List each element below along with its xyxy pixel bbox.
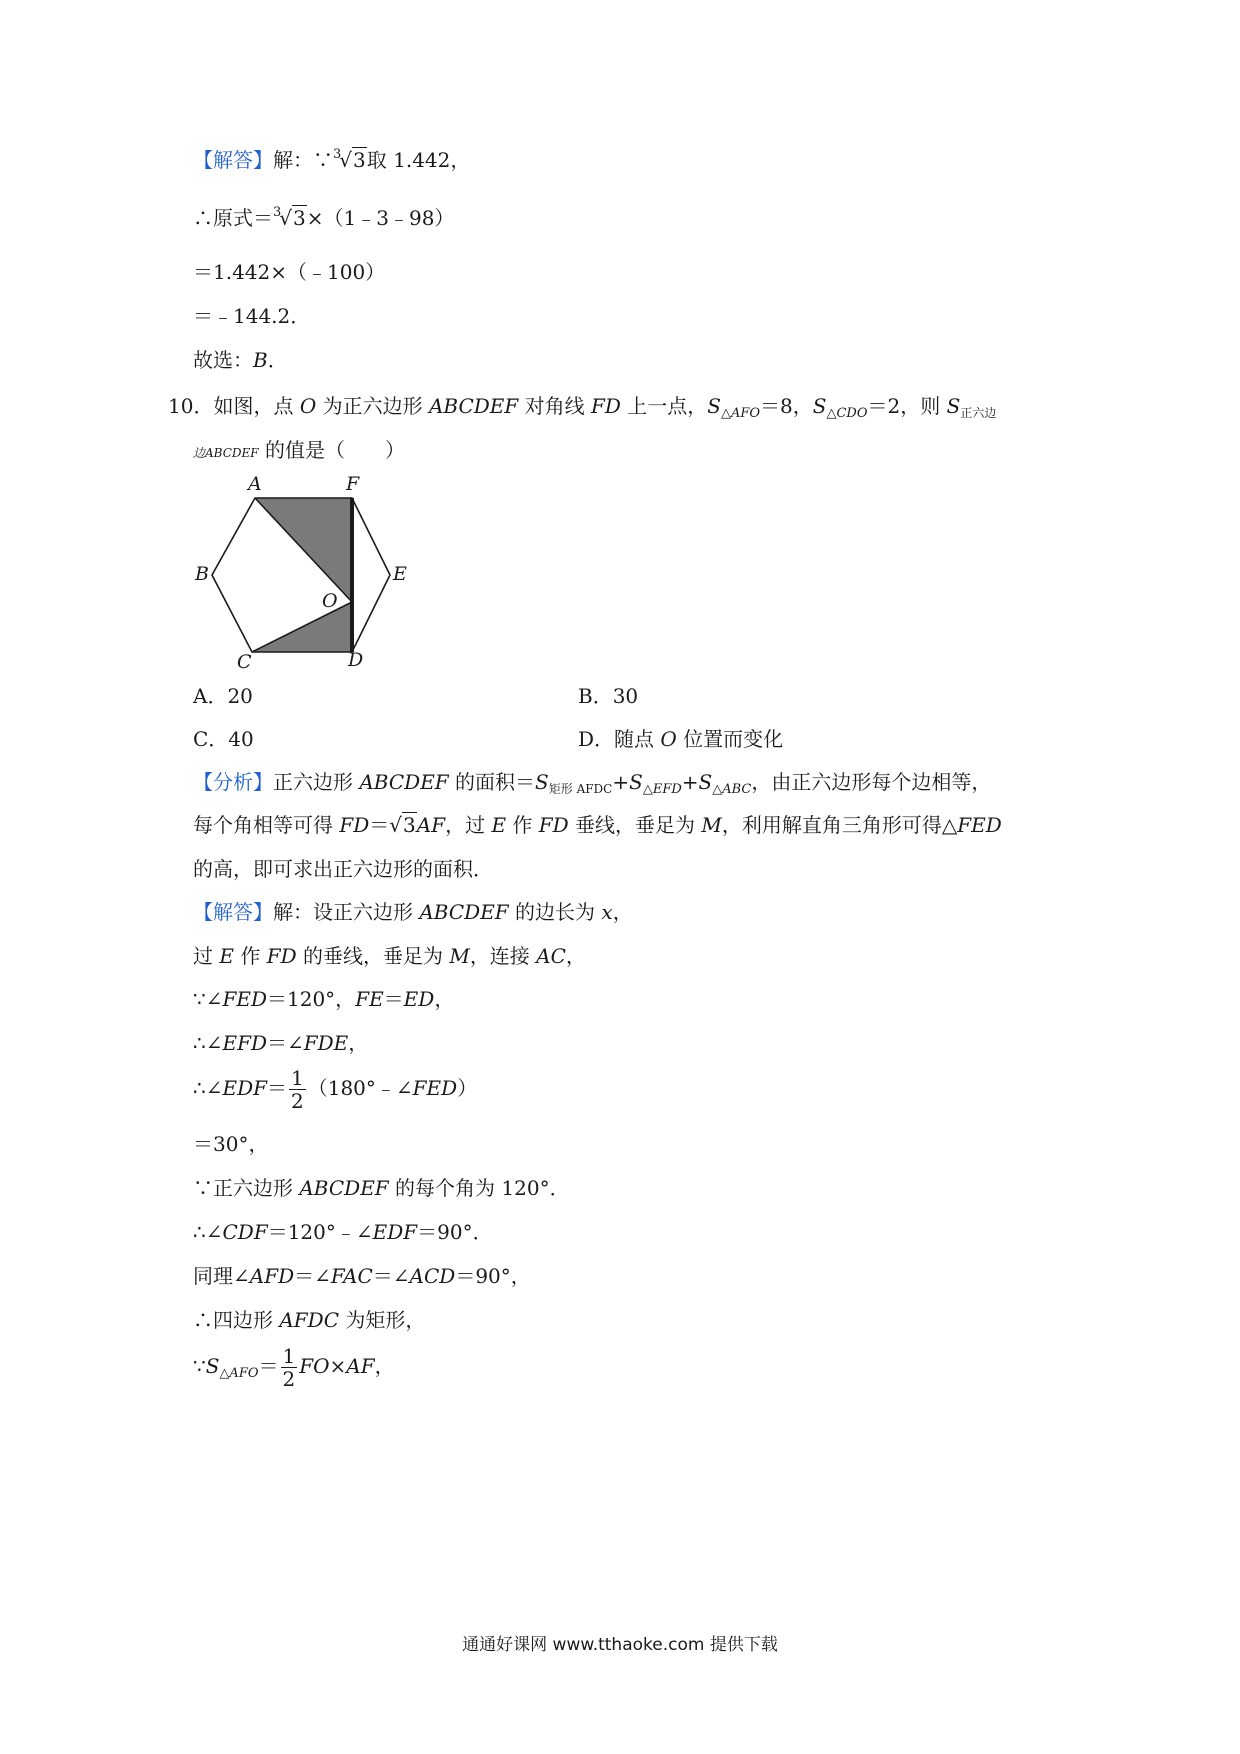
option-d: D．随点 O 位置而变化 (578, 727, 784, 751)
footer-text: 通通好课网 www.tthaoke.com 提供下载 (462, 1635, 778, 1655)
solution2-line-1: 【解答】解：设正六边形 ABCDEF 的边长为 x， (193, 900, 633, 924)
solution2-line-5: ∴∠EDF＝ $\frac{1}{2}$ （180°﹣∠FED） (193, 1066, 478, 1113)
solution2-line-7: ∵正六边形 ABCDEF 的每个角为 120°． (193, 1176, 570, 1200)
label-o: O (322, 590, 338, 612)
label-b: B (195, 563, 209, 585)
label-d: D (348, 649, 364, 671)
question-10-line-1: 10．如图，点 O 为正六边形 ABCDEF 对角线 FD 上一点，$S_{\triangle AFO}=8$，$S_{\triangle CDO}=2$，则 $S_{正六边}$ (168, 394, 997, 421)
analysis-line-3: 的高，即可求出正六边形的面积． (193, 857, 493, 881)
label-c: C (237, 651, 252, 672)
analysis-line-2: 每个角相等可得 FD＝√3AF，过 E 作 FD 垂线，垂足为 M，利用解直角三角形可得△FED (193, 813, 1002, 837)
solution2-line-6: ＝30°， (193, 1132, 269, 1156)
solution2-line-9: 同理∠AFD＝∠FAC＝∠ACD＝90°， (193, 1264, 531, 1288)
fraction-one-half: $\frac{1}{2}$ (282, 1344, 296, 1391)
label-a: A (248, 473, 262, 495)
solution2-line-11: $\because S_{\triangle AFO}=$ $\frac{1}{2}$ FO×AF， (193, 1344, 395, 1391)
option-a: A．20 (193, 684, 253, 708)
solution2-line-10: ∴四边形 AFDC 为矩形， (193, 1308, 426, 1332)
answer-tag: 【解答】 (193, 148, 273, 172)
answer-tag: 【解答】 (193, 900, 273, 924)
hexagon-figure (192, 472, 432, 672)
solution2-line-4: ∴∠EFD＝∠FDE， (193, 1031, 369, 1055)
option-c: C．40 (193, 727, 254, 751)
analysis-line-1: 【分析】正六边形 ABCDEF 的面积$=S_{矩形 AFDC}+S_{\triangle EFD}+S_{\triangle ABC}$，由正六边形每个边相等， (193, 770, 992, 797)
square-root: √3 (389, 813, 416, 837)
solution2-line-3: ∵∠FED＝120°，FE＝ED， (193, 987, 455, 1011)
question-number: 10． (168, 394, 214, 418)
solution2-line-2: 过 E 作 FD 的垂线，垂足为 M，连接 AC， (193, 944, 586, 968)
option-b: B．30 (578, 684, 639, 708)
solution-line-4: ＝﹣144.2． (193, 304, 311, 328)
cube-root: $^3$√3 (333, 147, 366, 172)
cube-root: $^3$√3 (273, 205, 306, 230)
solution-line-5: 故选：B． (193, 348, 288, 372)
analysis-tag: 【分析】 (193, 770, 273, 794)
solution2-line-8: ∴∠CDF＝120°﹣∠EDF＝90°． (193, 1220, 493, 1244)
fraction-one-half: $\frac{1}{2}$ (291, 1066, 304, 1113)
solution-line-1: 【解答】解：∵$^3$√3取 1.442， (193, 146, 470, 178)
label-e: E (393, 563, 407, 585)
solution-line-2: ∴原式＝$^3$√3×（1﹣3﹣98） (193, 204, 454, 236)
label-f: F (346, 473, 360, 495)
solution-line-3: ＝1.442×（﹣100） (193, 260, 386, 284)
question-10-line-2: 边ABCDEF 的值是（ ） (193, 438, 405, 462)
